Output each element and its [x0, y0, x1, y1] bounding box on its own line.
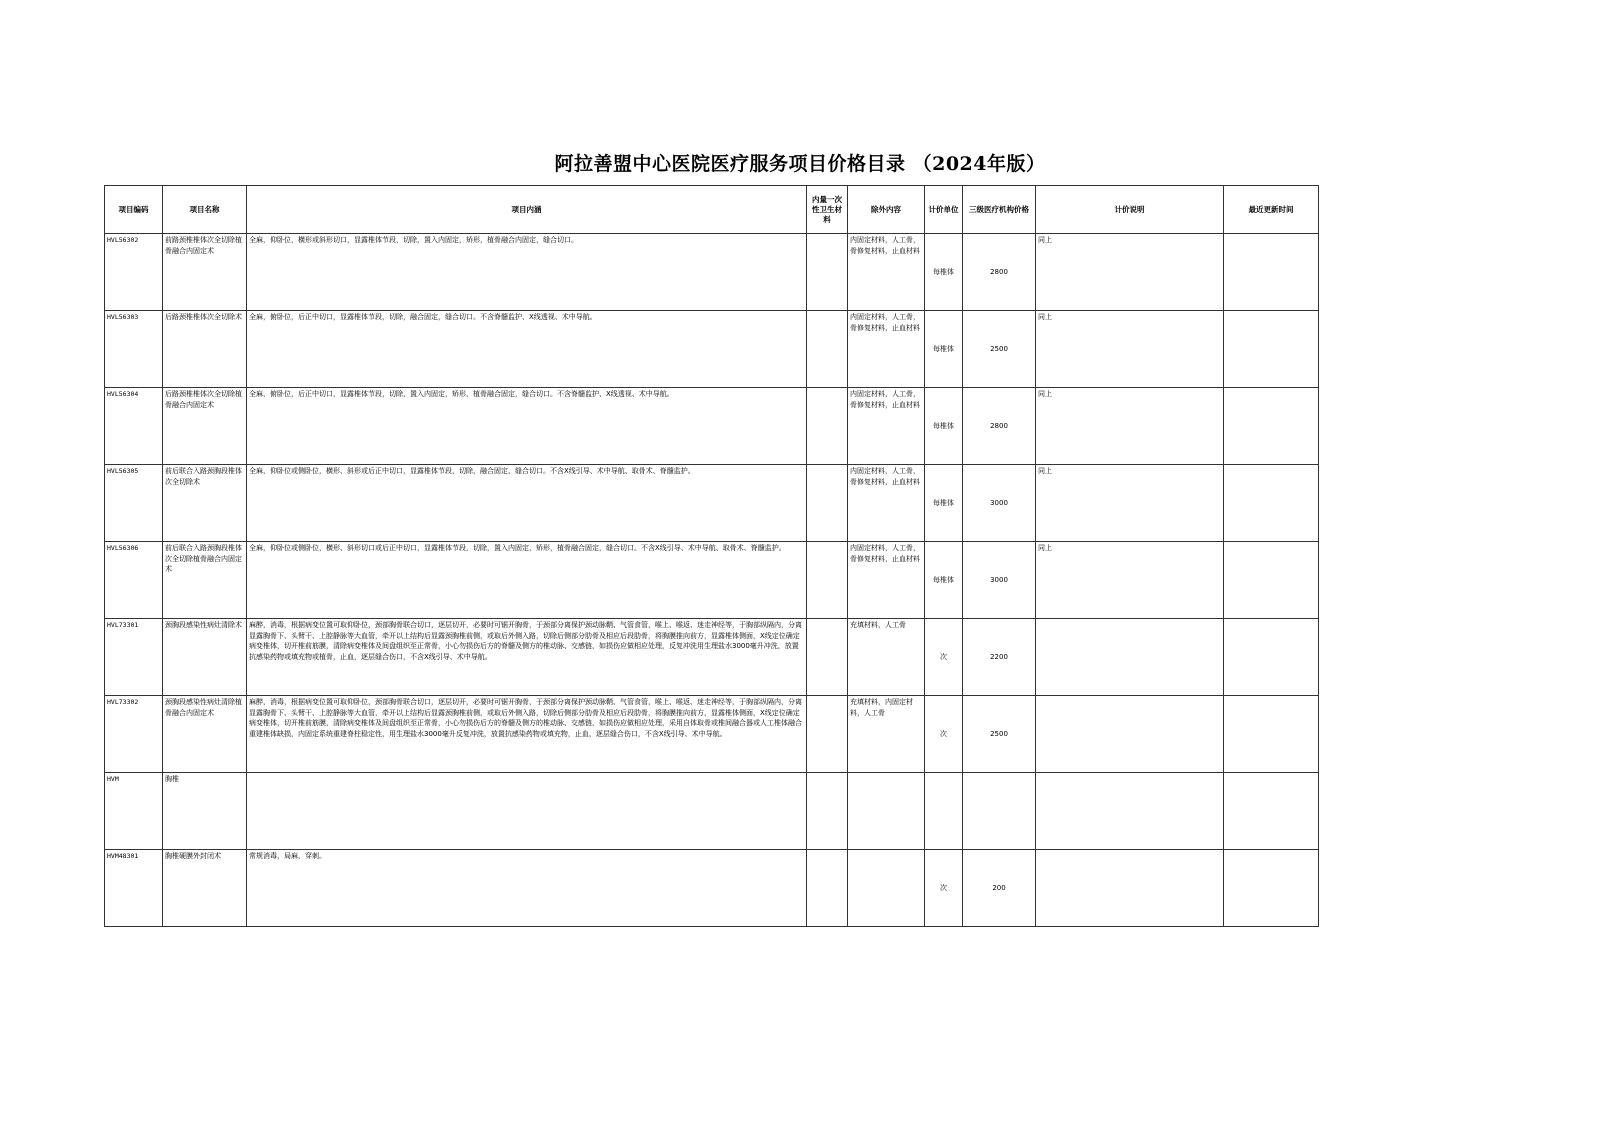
- cell-unit: 每椎体: [925, 542, 963, 619]
- cell-updated: [1224, 619, 1319, 696]
- cell-disposable: [807, 773, 848, 850]
- cell-code: HVM: [105, 773, 163, 850]
- header-unit: 计价单位: [925, 186, 963, 234]
- table-row: [105, 542, 1319, 619]
- cell-unit: 每椎体: [925, 311, 963, 388]
- cell-updated: [1224, 234, 1319, 311]
- cell-exclusion: 充填材料，内固定材料，人工骨: [848, 696, 925, 773]
- cell-disposable: [807, 619, 848, 696]
- cell-code: HVL56303: [105, 311, 163, 388]
- header-note: 计价说明: [1036, 186, 1224, 234]
- cell-exclusion: [848, 773, 925, 850]
- table-row: [105, 311, 1319, 388]
- cell-content: 麻醉，消毒，根据病变位置可取仰卧位，颈部胸骨联合切口，逐层切开，必要时可锯开胸骨，于颈部分离保护颈动脉鞘、气管食管，喉上、喉返、迷走神经等，于胸部纵隔内，分离显露胸骨下、头臂干、上腔静脉等大血管，牵开以上结构后显露颈胸椎前侧，或取后外侧入路，切除后侧部分肋骨及相应后段肋骨，将胸膜推向前方，显露椎体侧面，X线定位确定病变椎体，切开椎前筋膜，清除病变椎体及间盘组织至正常骨，小心勿损伤后方的脊髓及侧方的椎动脉、交感链，如损伤应做相应处理，采用自体取骨或椎间融合器或人工椎体融合重建椎体缺损，内固定系统重建脊柱稳定性，用生理盐水3000毫升反复冲洗，放置抗感染药物或填充物，止血，逐层缝合伤口，不含X线引导、术中导航。: [247, 696, 807, 773]
- cell-unit: 每椎体: [925, 234, 963, 311]
- cell-note: 同上: [1036, 388, 1224, 465]
- cell-note: [1036, 696, 1224, 773]
- cell-price: [963, 773, 1036, 850]
- cell-note: 同上: [1036, 542, 1224, 619]
- page-title: 阿拉善盟中心医院医疗服务项目价格目录 （2024年版）: [554, 153, 1046, 175]
- cell-note: 同上: [1036, 311, 1224, 388]
- cell-code: HVL56305: [105, 465, 163, 542]
- cell-disposable: [807, 388, 848, 465]
- cell-code: HVM48301: [105, 850, 163, 927]
- cell-unit: 每椎体: [925, 388, 963, 465]
- cell-content: 全麻，俯卧位，后正中切口，显露椎体节段，切除，置入内固定，矫形，植骨融合固定，缝合切口。不含脊髓监护、X线透视、术中导航。: [247, 388, 807, 465]
- cell-content: 全麻，仰卧位，横形或斜形切口，显露椎体节段，切除，置入内固定，矫形，植骨融合内固定，缝合切口。: [247, 234, 807, 311]
- cell-code: HVL56304: [105, 388, 163, 465]
- cell-name: 前路颈椎椎体次全切除植骨融合内固定术: [163, 234, 247, 311]
- cell-name: 前后联合入路颈胸段椎体次全切除植骨融合内固定术: [163, 542, 247, 619]
- cell-disposable: [807, 696, 848, 773]
- header-name: 项目名称: [163, 186, 247, 234]
- cell-content: 全麻，仰卧位或侧卧位，横形、斜形或后正中切口，显露椎体节段，切除，融合固定，缝合切口。不含X线引导、术中导航、取骨术、脊髓监护。: [247, 465, 807, 542]
- header-code: 项目编码: [105, 186, 163, 234]
- cell-updated: [1224, 388, 1319, 465]
- cell-price: 2200: [963, 619, 1036, 696]
- cell-content: 常规消毒，局麻，穿刺。: [247, 850, 807, 927]
- header-updated: 最近更新时间: [1224, 186, 1319, 234]
- cell-disposable: [807, 234, 848, 311]
- cell-exclusion: 充填材料，人工骨: [848, 619, 925, 696]
- cell-unit: 次: [925, 619, 963, 696]
- table-row: [105, 234, 1319, 311]
- cell-price: 200: [963, 850, 1036, 927]
- cell-exclusion: 内固定材料，人工骨，骨修复材料，止血材料: [848, 388, 925, 465]
- cell-price: 2500: [963, 311, 1036, 388]
- table-row: [105, 850, 1319, 927]
- cell-exclusion: 内固定材料，人工骨，骨修复材料，止血材料: [848, 465, 925, 542]
- cell-name: 颈胸段感染性病灶清除植骨融合内固定术: [163, 696, 247, 773]
- cell-price: 2800: [963, 234, 1036, 311]
- cell-unit: 次: [925, 850, 963, 927]
- cell-exclusion: 内固定材料，人工骨，骨修复材料，止血材料: [848, 234, 925, 311]
- table-row: [105, 465, 1319, 542]
- cell-price: 3000: [963, 542, 1036, 619]
- table-row: [105, 619, 1319, 696]
- cell-updated: [1224, 542, 1319, 619]
- cell-content: [247, 773, 807, 850]
- price-table: [104, 185, 1319, 927]
- cell-name: 后路颈椎椎体次全切除术: [163, 311, 247, 388]
- cell-unit: [925, 773, 963, 850]
- cell-note: [1036, 619, 1224, 696]
- cell-content: 麻醉，消毒，根据病变位置可取仰卧位，颈部胸骨联合切口，逐层切开，必要时可锯开胸骨，于颈部分离保护颈动脉鞘、气管食管，喉上、喉返、迷走神经等，于胸部纵隔内，分离显露胸骨下、头臂干、上腔静脉等大血管，牵开以上结构后显露颈胸椎前侧，或取后外侧入路，切除后侧部分肋骨及相应后段肋骨，将胸膜推向前方，显露椎体侧面，X线定位确定病变椎体，切开椎前筋膜，清除病变椎体及间盘组织至正常骨，小心勿损伤后方的脊髓及侧方的椎动脉、交感链，如损伤应做相应处理，反复冲洗用生理盐水3000毫升冲洗，放置抗感染药物或填充物或植骨，止血，逐层缝合伤口，不含X线引导、术中导航。: [247, 619, 807, 696]
- header-price: 三级医疗机构价格: [963, 186, 1036, 234]
- cell-name: 前后联合入路颈胸段椎体次全切除术: [163, 465, 247, 542]
- table-row: [105, 388, 1319, 465]
- cell-code: HVL73301: [105, 619, 163, 696]
- cell-note: 同上: [1036, 234, 1224, 311]
- table-row: [105, 696, 1319, 773]
- cell-note: [1036, 773, 1224, 850]
- cell-content: 全麻，俯卧位，后正中切口，显露椎体节段，切除，融合固定，缝合切口。不含脊髓监护、X线透视、术中导航。: [247, 311, 807, 388]
- cell-content: 全麻，仰卧位或侧卧位，横形、斜形切口或后正中切口，显露椎体节段，切除，置入内固定，矫形，植骨融合固定，缝合切口。不含X线引导、术中导航、取骨术、脊髓监护。: [247, 542, 807, 619]
- cell-updated: [1224, 696, 1319, 773]
- table-row: [105, 773, 1319, 850]
- cell-note: 同上: [1036, 465, 1224, 542]
- cell-code: HVL56306: [105, 542, 163, 619]
- cell-unit: 次: [925, 696, 963, 773]
- cell-unit: 每椎体: [925, 465, 963, 542]
- cell-exclusion: [848, 850, 925, 927]
- cell-name: 颈胸段感染性病灶清除术: [163, 619, 247, 696]
- header-disposable: 内量一次性卫生材料: [807, 186, 848, 234]
- cell-disposable: [807, 850, 848, 927]
- cell-disposable: [807, 542, 848, 619]
- cell-price: 3000: [963, 465, 1036, 542]
- cell-updated: [1224, 773, 1319, 850]
- header-content: 项目内涵: [247, 186, 807, 234]
- cell-disposable: [807, 311, 848, 388]
- cell-disposable: [807, 465, 848, 542]
- cell-code: HVL56302: [105, 234, 163, 311]
- cell-code: HVL73302: [105, 696, 163, 773]
- cell-updated: [1224, 850, 1319, 927]
- cell-exclusion: 内固定材料，人工骨，骨修复材料，止血材料: [848, 542, 925, 619]
- cell-updated: [1224, 311, 1319, 388]
- cell-updated: [1224, 465, 1319, 542]
- header-exclusion: 除外内容: [848, 186, 925, 234]
- table-header-row: [105, 186, 1319, 234]
- cell-name: 后路颈椎椎体次全切除植骨融合内固定术: [163, 388, 247, 465]
- cell-note: [1036, 850, 1224, 927]
- cell-exclusion: 内固定材料，人工骨，骨修复材料，止血材料: [848, 311, 925, 388]
- cell-price: 2500: [963, 696, 1036, 773]
- cell-name: 胸椎硬膜外封闭术: [163, 850, 247, 927]
- cell-price: 2800: [963, 388, 1036, 465]
- cell-name: 胸椎: [163, 773, 247, 850]
